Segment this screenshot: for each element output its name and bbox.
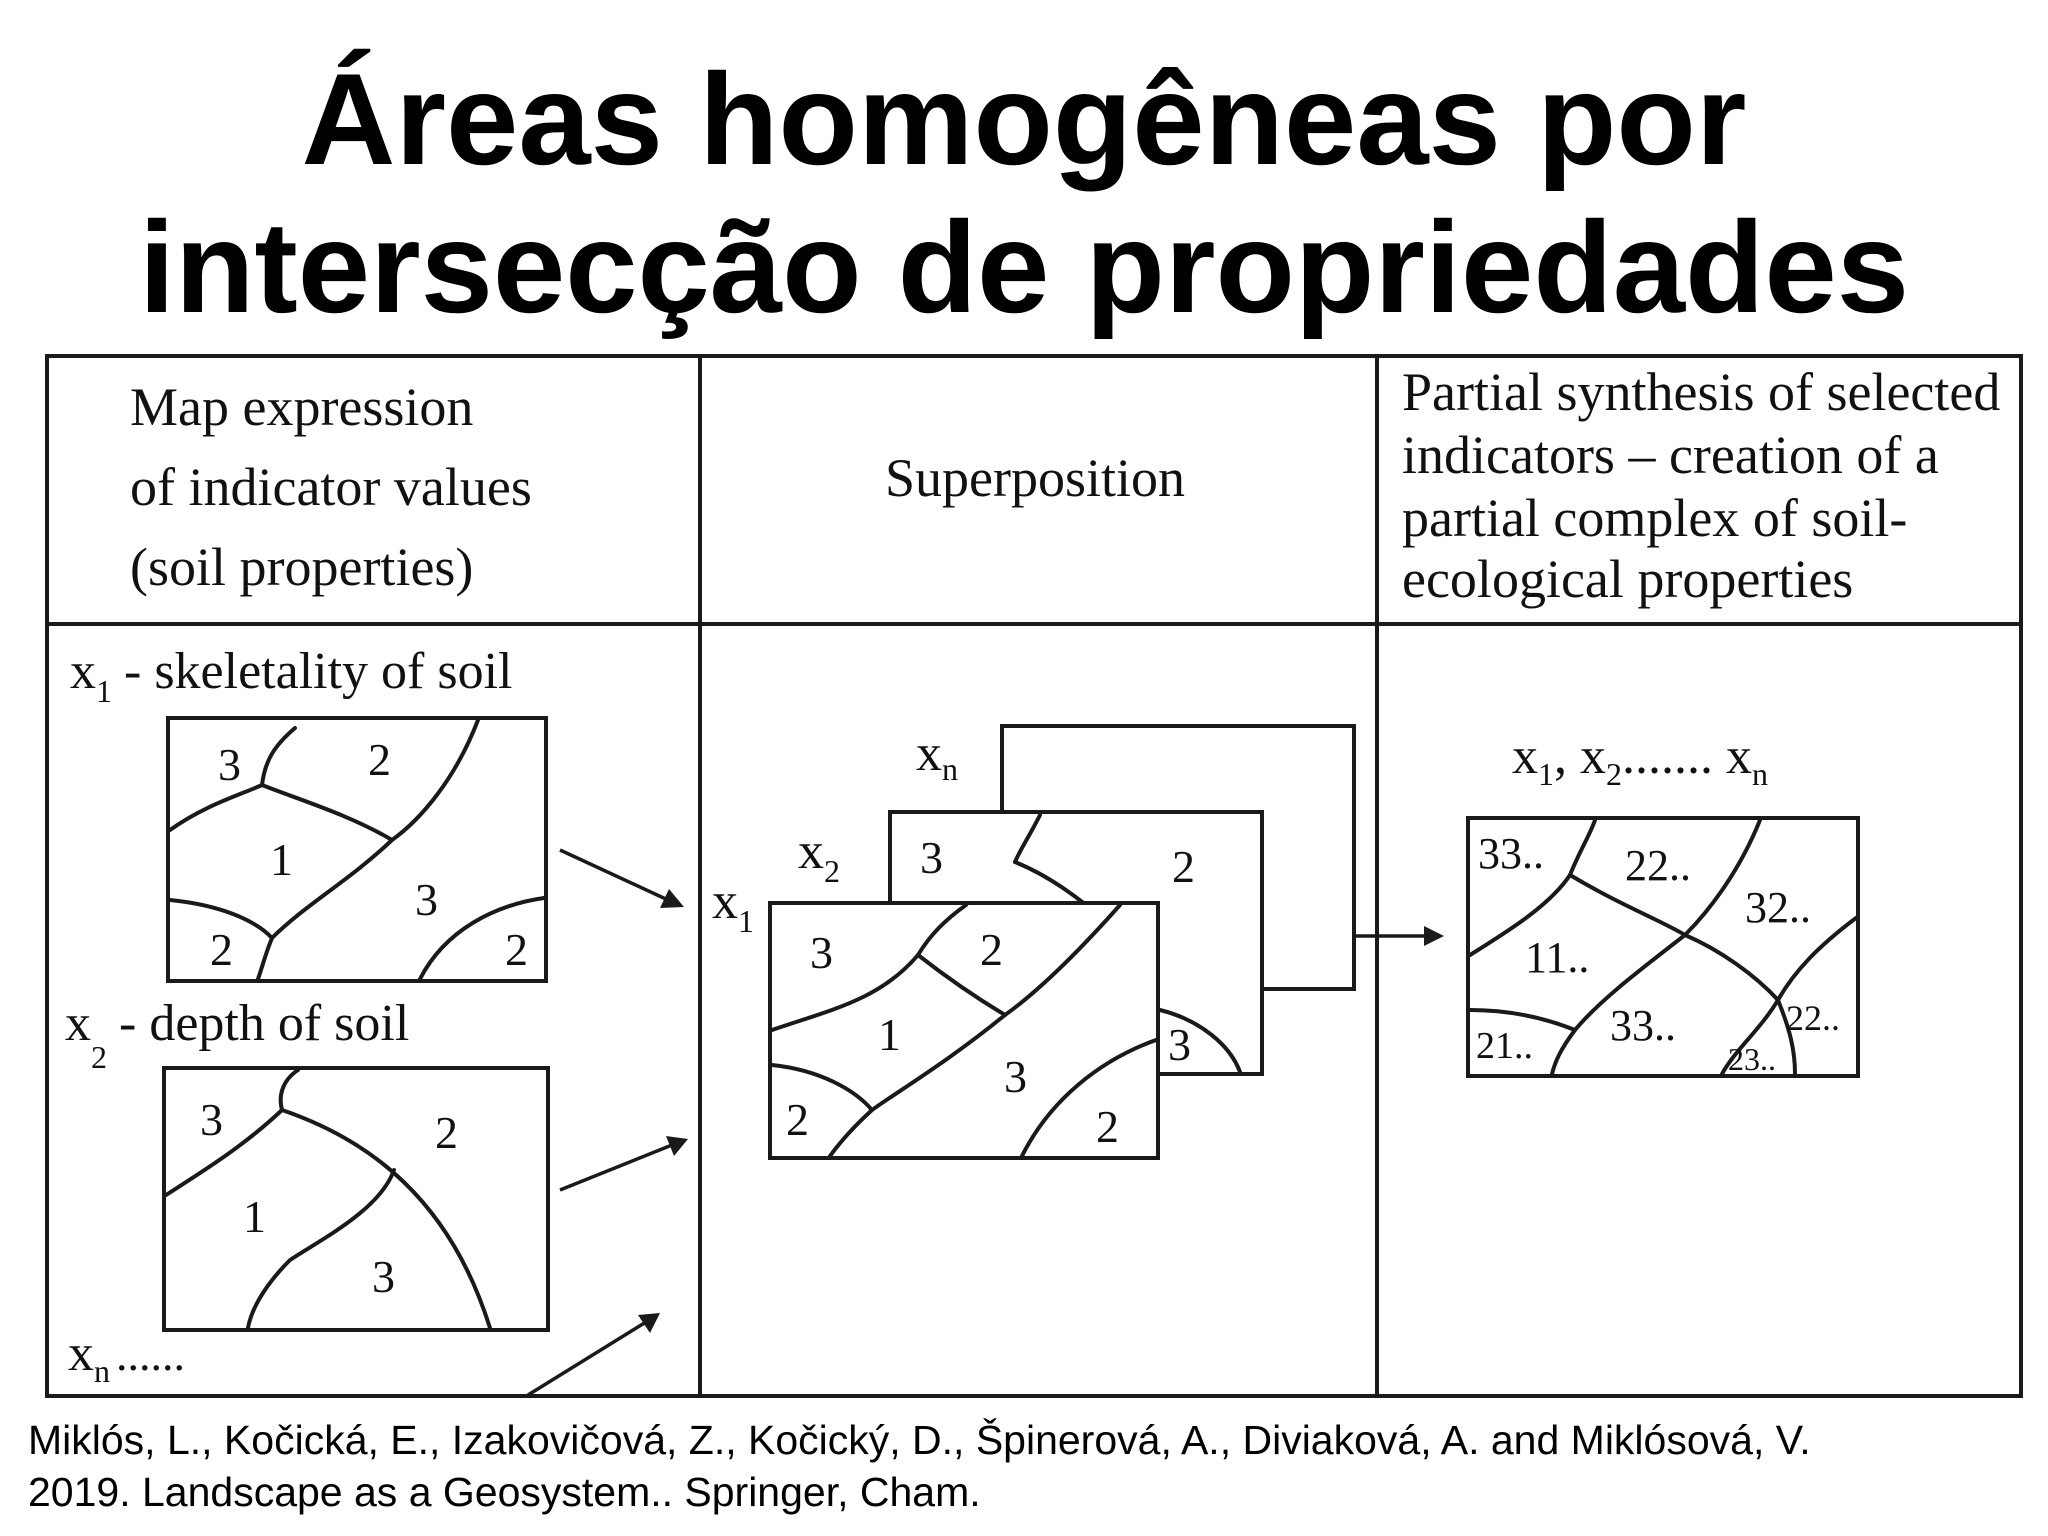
- layer-x1-label: $x_1$: [712, 873, 754, 939]
- synthesis-region-label: 23..: [1728, 1041, 1776, 1077]
- x2-label: $x_2-$ depth of soil: [65, 995, 410, 1075]
- citation: [28, 1414, 2038, 1518]
- arrow-x1-to-superposition: [560, 850, 684, 908]
- layer-x2-region-label: 2: [1172, 841, 1195, 892]
- layer-xn-label: xn: [916, 725, 958, 787]
- arrow-x2-to-superposition: [560, 1136, 688, 1190]
- layer-x1-region-label: 3: [810, 927, 833, 978]
- col3-header-line-1: Partial synthesis of selected: [1402, 362, 2001, 422]
- arrow-superposition-to-synthesis: [1354, 926, 1444, 946]
- synthesis-region-label: 32..: [1745, 883, 1811, 932]
- col3-header-line-3: partial complex of soil-: [1402, 488, 1908, 548]
- col1-header-line-1: Map expression: [130, 377, 474, 437]
- x1-region-label: 2: [210, 924, 233, 975]
- synthesis-region-label: 21..: [1476, 1025, 1533, 1067]
- x1-region-label: 3: [415, 874, 438, 925]
- layer-x1-region-label: 2: [1096, 1101, 1119, 1152]
- layer-x2-region-label: 3: [920, 832, 943, 883]
- x1-region-label: 2: [505, 924, 528, 975]
- synthesis-region-label: 11..: [1525, 933, 1590, 982]
- layer-x1-region-label: 1: [878, 1009, 901, 1060]
- xn-label: $x_n$ ......: [68, 1325, 185, 1389]
- col3-header-line-4: ecological properties: [1402, 549, 1854, 609]
- x1-region-label: 1: [270, 834, 293, 885]
- layer-x1-region-label: 2: [980, 924, 1003, 975]
- synthesis-region-label: 33..: [1478, 829, 1544, 878]
- col1-header-line-2: of indicator values: [130, 457, 532, 517]
- x2-region-label: 3: [200, 1094, 223, 1145]
- synthesis-region-label: 22..: [1786, 998, 1840, 1038]
- col2-header: Superposition: [884, 448, 1186, 508]
- synthesis-region-label: 22..: [1625, 841, 1691, 890]
- citation-line-1: Miklós, L., Kočická, E., Izakovičová, Z., Kočický, D., Špinerová, A., Diviaková, A. and Miklósová, V.: [28, 1417, 1811, 1463]
- x1-region-label: 3: [218, 739, 241, 790]
- x2-region-label: 3: [372, 1251, 395, 1302]
- synthesis-region-label: 33..: [1610, 1001, 1676, 1050]
- layer-x2-label: $x_2$: [798, 823, 840, 889]
- col1-header-line-3: (soil properties): [130, 537, 474, 597]
- layer-x2-region-label: 3: [1168, 1019, 1191, 1070]
- x1-label: $x_1$ - skeletality of soil: [70, 643, 513, 709]
- x1-region-label: 2: [368, 734, 391, 785]
- col3-header-line-2: indicators – creation of a: [1402, 425, 1939, 485]
- slide-title: Áreas homogêneas por intersecção de propriedades: [138, 46, 1910, 340]
- x2-region-label: 2: [435, 1107, 458, 1158]
- x2-region-label: 1: [243, 1191, 266, 1242]
- layer-x1-region-label: 2: [786, 1094, 809, 1145]
- layer-x1-region-label: 3: [1004, 1051, 1027, 1102]
- synthesis-label: $x_1$, $x_2$....... $x_n$: [1512, 728, 1768, 792]
- citation-line-2: 2019. Landscape as a Geosystem.. Springer, Cham.: [28, 1469, 981, 1515]
